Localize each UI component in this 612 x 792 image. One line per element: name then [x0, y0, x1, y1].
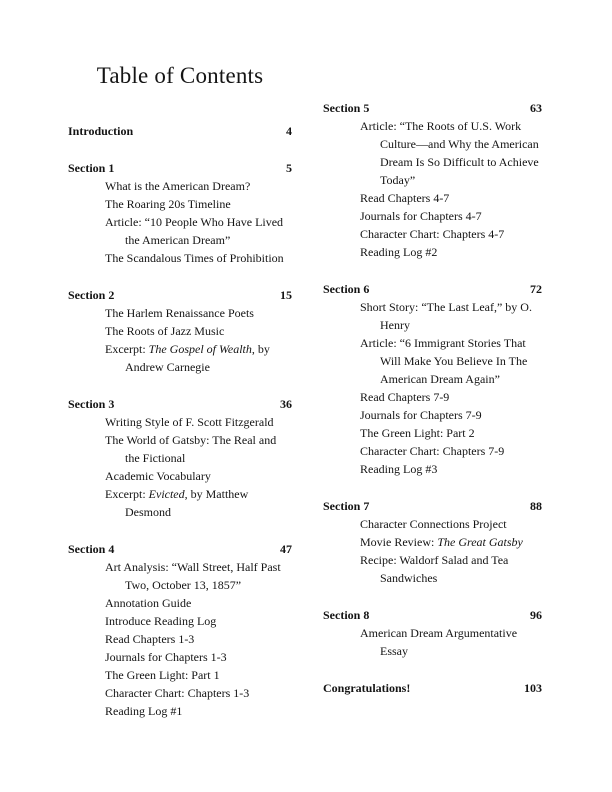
toc-heading-row	[323, 679, 542, 697]
toc-item	[323, 624, 542, 660]
toc-section-title: Section 8	[323, 608, 370, 622]
toc-item-text: The Scandalous Times of Prohibition	[105, 251, 284, 265]
toc-item	[323, 298, 542, 334]
toc-item	[68, 666, 292, 684]
toc-block-section-2	[68, 286, 292, 376]
toc-page-number: 103	[524, 681, 542, 695]
toc-page-number: 88	[530, 499, 542, 513]
toc-block-introduction	[68, 122, 292, 140]
toc-heading-row	[68, 395, 292, 413]
toc-item-text-italic: The Gospel of Wealth	[148, 342, 252, 356]
toc-item	[68, 177, 292, 195]
toc-page-number: 63	[530, 101, 542, 115]
toc-item-text: Character Chart: Chapters 1-3	[105, 686, 250, 700]
toc-item	[68, 485, 292, 521]
toc-item-text: The Harlem Renaissance Poets	[105, 306, 254, 320]
toc-item-text: The World of Gatsby: The Real and the Fictional	[105, 433, 277, 465]
toc-item	[68, 594, 292, 612]
toc-item-text-italic: The Great Gatsby	[437, 535, 523, 549]
toc-item-text-italic: Evicted	[148, 487, 185, 501]
toc-block-section-6	[323, 280, 542, 478]
toc-column-left	[68, 122, 292, 720]
toc-item	[323, 533, 542, 551]
toc-section-title: Section 6	[323, 282, 370, 296]
toc-page-number: 47	[280, 542, 292, 556]
toc-item-text: Reading Log #2	[360, 245, 438, 259]
toc-block-section-3	[68, 395, 292, 521]
toc-heading-row	[323, 99, 542, 117]
toc-item-text: The Roots of Jazz Music	[105, 324, 225, 338]
toc-heading-row	[68, 122, 292, 140]
toc-page-number: 72	[530, 282, 542, 296]
toc-heading-row	[323, 606, 542, 624]
toc-item	[68, 684, 292, 702]
toc-item-text: Writing Style of F. Scott Fitzgerald	[105, 415, 274, 429]
toc-item	[68, 648, 292, 666]
toc-item	[323, 515, 542, 533]
toc-item-text: Journals for Chapters 1-3	[105, 650, 227, 664]
toc-block-section-1	[68, 159, 292, 267]
toc-item-text: Article: “6 Immigrant Stories That Will Make You Believe In The American Dream Again”	[360, 336, 528, 386]
toc-item	[68, 630, 292, 648]
page-title: Table of Contents	[96, 63, 264, 88]
toc-item-text: Annotation Guide	[105, 596, 192, 610]
toc-page-number: 5	[286, 161, 292, 175]
toc-item-text: Read Chapters 7-9	[360, 390, 450, 404]
toc-item-text: Article: “10 People Who Have Lived the American Dream”	[105, 215, 284, 247]
toc-heading-row	[323, 280, 542, 298]
toc-item-text: What is the American Dream?	[105, 179, 251, 193]
toc-item	[323, 460, 542, 478]
toc-section-title: Section 3	[68, 397, 115, 411]
toc-item-text: Read Chapters 1-3	[105, 632, 195, 646]
toc-item	[323, 442, 542, 460]
toc-heading-row	[68, 540, 292, 558]
toc-item-text: Short Story: “The Last Leaf,” by O. Henry	[360, 300, 532, 332]
toc-item-text: Excerpt:	[105, 342, 149, 356]
toc-item	[323, 388, 542, 406]
toc-item	[68, 249, 292, 267]
toc-section-title: Section 5	[323, 101, 370, 115]
toc-item-text: Excerpt:	[105, 487, 149, 501]
toc-item	[68, 558, 292, 594]
toc-item	[68, 702, 292, 720]
toc-item	[68, 195, 292, 213]
toc-item	[68, 431, 292, 467]
toc-section-title: Section 4	[68, 542, 115, 556]
toc-item	[323, 189, 542, 207]
toc-item	[68, 340, 292, 376]
toc-item-text: , by Matthew Desmond	[125, 487, 249, 519]
toc-item-text: The Green Light: Part 1	[105, 668, 220, 682]
toc-item-text: , by Andrew Carnegie	[125, 342, 270, 374]
toc-section-title: Section 2	[68, 288, 115, 302]
toc-section-title: Section 7	[323, 499, 370, 513]
toc-item-text: Academic Vocabulary	[105, 469, 211, 483]
toc-item-text: American Dream Argumentative Essay	[360, 626, 518, 658]
toc-heading-row	[68, 286, 292, 304]
toc-block-section-4	[68, 540, 292, 720]
toc-item-text: Character Chart: Chapters 4-7	[360, 227, 505, 241]
toc-item	[68, 413, 292, 431]
toc-page-number: 15	[280, 288, 292, 302]
toc-page-number: 96	[530, 608, 542, 622]
toc-section-title: Introduction	[68, 124, 134, 138]
toc-item-text: The Roaring 20s Timeline	[105, 197, 231, 211]
toc-item	[68, 213, 292, 249]
toc-item-text: Reading Log #1	[105, 704, 183, 718]
toc-item-text: The Green Light: Part 2	[360, 426, 475, 440]
toc-item	[323, 225, 542, 243]
toc-heading-row	[68, 159, 292, 177]
toc-block-congratulations	[323, 679, 542, 697]
toc-block-section-5	[323, 99, 542, 261]
toc-item-text: Journals for Chapters 4-7	[360, 209, 482, 223]
toc-page-number: 4	[286, 124, 292, 138]
toc-item	[323, 117, 542, 189]
toc-item	[323, 424, 542, 442]
toc-item-text: Movie Review:	[360, 535, 438, 549]
toc-block-section-7	[323, 497, 542, 587]
toc-item-text: Journals for Chapters 7-9	[360, 408, 482, 422]
toc-item	[68, 304, 292, 322]
toc-item	[68, 322, 292, 340]
toc-item-text: Character Connections Project	[360, 517, 507, 531]
toc-item-text: Introduce Reading Log	[105, 614, 217, 628]
toc-item	[323, 243, 542, 261]
toc-item-text: Article: “The Roots of U.S. Work Culture—and Why the American Dream Is So Difficult to Achieve Today”	[360, 119, 539, 187]
toc-section-title: Congratulations!	[323, 681, 411, 695]
toc-item	[323, 207, 542, 225]
toc-heading-row	[323, 497, 542, 515]
toc-item	[323, 334, 542, 388]
toc-column-right	[323, 99, 542, 697]
toc-section-title: Section 1	[68, 161, 115, 175]
toc-item	[68, 612, 292, 630]
toc-page-number: 36	[280, 397, 292, 411]
toc-item-text: Character Chart: Chapters 7-9	[360, 444, 505, 458]
toc-item	[323, 551, 542, 587]
toc-item-text: Read Chapters 4-7	[360, 191, 450, 205]
toc-item-text: Art Analysis: “Wall Street, Half Past Two, October 13, 1857”	[105, 560, 281, 592]
toc-item-text: Reading Log #3	[360, 462, 438, 476]
toc-item	[68, 467, 292, 485]
toc-item	[323, 406, 542, 424]
toc-block-section-8	[323, 606, 542, 660]
toc-item-text: Recipe: Waldorf Salad and Tea Sandwiches	[360, 553, 509, 585]
